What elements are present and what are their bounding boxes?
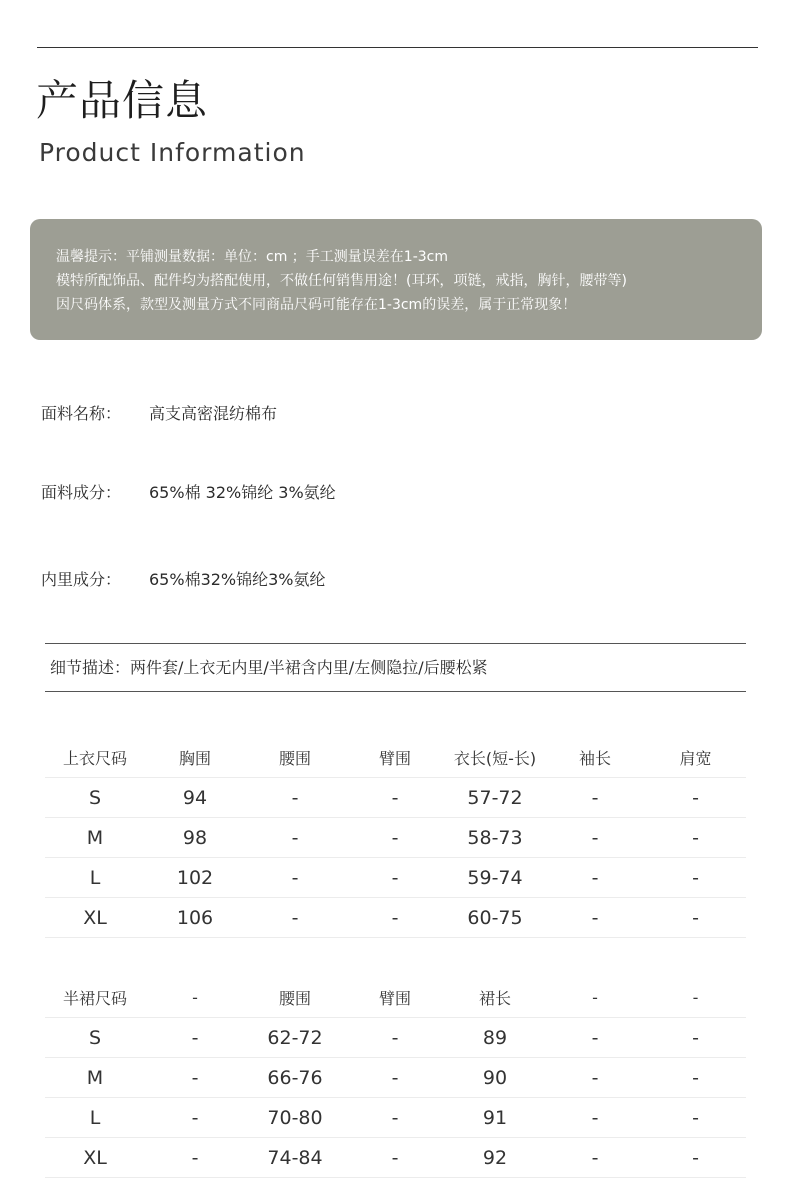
notice-box (30, 219, 762, 340)
detail-row (50, 655, 488, 678)
table-cell: - (345, 778, 445, 818)
table-cell: - (545, 1098, 645, 1138)
table-cell: - (145, 1138, 245, 1178)
detail-top-divider (45, 643, 746, 644)
table-cell: - (345, 858, 445, 898)
table-cell: - (545, 1058, 645, 1098)
size-cell: M (45, 1058, 145, 1098)
table-cell: - (245, 858, 345, 898)
table-cell: - (345, 1058, 445, 1098)
detail-label: 细节描述： (50, 658, 131, 677)
header-cell: 腰围 (245, 738, 345, 778)
fabric-name-value: 高支高密混纺棉布 (149, 404, 278, 423)
table-cell: 92 (445, 1138, 545, 1178)
table-cell: 94 (145, 778, 245, 818)
table-cell: 57-72 (445, 778, 545, 818)
table-cell: - (545, 898, 645, 938)
table-cell: - (145, 1018, 245, 1058)
header-cell: 臂围 (345, 738, 445, 778)
top-size-table (45, 738, 746, 938)
table-cell: 62-72 (245, 1018, 345, 1058)
table-row (45, 778, 746, 818)
header-cell: - (645, 978, 746, 1018)
size-cell: S (45, 1018, 145, 1058)
table-header-row (45, 978, 746, 1018)
fabric-composition-value: 65%棉 32%锦纶 3%氨纶 (149, 483, 336, 502)
header-cell: 肩宽 (645, 738, 746, 778)
table-cell: - (645, 1058, 746, 1098)
notice-line: 因尺码体系，款型及测量方式不同商品尺码可能存在1-3cm的误差，属于正常现象！ (56, 297, 577, 313)
table-cell: 106 (145, 898, 245, 938)
fabric-composition-label: 面料成分： (41, 483, 122, 502)
table-row (45, 1058, 746, 1098)
table-cell: - (345, 898, 445, 938)
header-cell: 半裙尺码 (45, 978, 145, 1018)
header-cell: 裙长 (445, 978, 545, 1018)
size-cell: XL (45, 898, 145, 938)
table-cell: - (545, 778, 645, 818)
table-header-row (45, 738, 746, 778)
header-cell: 袖长 (545, 738, 645, 778)
table-cell: - (545, 818, 645, 858)
table-cell: 66-76 (245, 1058, 345, 1098)
header-cell: 腰围 (245, 978, 345, 1018)
table-cell: - (345, 818, 445, 858)
table-cell: - (645, 858, 746, 898)
table-cell: 90 (445, 1058, 545, 1098)
table-cell: - (245, 778, 345, 818)
table-cell: 102 (145, 858, 245, 898)
top-divider (37, 47, 758, 48)
table-cell: - (645, 1018, 746, 1058)
header-cell: 臂围 (345, 978, 445, 1018)
table-cell: 60-75 (445, 898, 545, 938)
size-cell: L (45, 858, 145, 898)
lining-composition-row (41, 567, 326, 590)
table-cell: - (545, 858, 645, 898)
table-row (45, 1138, 746, 1178)
header-cell: - (545, 978, 645, 1018)
fabric-name-row (41, 401, 277, 424)
table-row (45, 1018, 746, 1058)
page-subtitle: Product Information (39, 138, 306, 167)
page-title: 产品信息 (36, 76, 209, 125)
table-row (45, 858, 746, 898)
table-cell: - (645, 1138, 746, 1178)
table-cell: 91 (445, 1098, 545, 1138)
notice-line: 温馨提示：平铺测量数据：单位：cm ；手工测量误差在1-3cm (56, 249, 448, 265)
table-cell: 70-80 (245, 1098, 345, 1138)
table-cell: - (345, 1018, 445, 1058)
table-cell: - (645, 1098, 746, 1138)
table-cell: - (545, 1138, 645, 1178)
table-cell: - (345, 1098, 445, 1138)
header-cell: 上衣尺码 (45, 738, 145, 778)
table-cell: - (145, 1058, 245, 1098)
table-cell: 58-73 (445, 818, 545, 858)
skirt-size-table (45, 978, 746, 1178)
table-cell: - (645, 778, 746, 818)
notice-line: 模特所配饰品、配件均为搭配使用，不做任何销售用途！(耳环，项链，戒指，胸针，腰带等) (56, 273, 627, 289)
table-row (45, 818, 746, 858)
detail-bottom-divider (45, 691, 746, 692)
fabric-composition-row (41, 480, 336, 503)
header-cell: 胸围 (145, 738, 245, 778)
table-cell: - (245, 818, 345, 858)
detail-value: 两件套/上衣无内里/半裙含内里/左侧隐拉/后腰松紧 (130, 658, 488, 677)
table-row (45, 898, 746, 938)
size-cell: M (45, 818, 145, 858)
fabric-name-label: 面料名称： (41, 404, 122, 423)
header-cell: 衣长(短-长) (445, 738, 545, 778)
header-cell: - (145, 978, 245, 1018)
size-cell: XL (45, 1138, 145, 1178)
size-cell: S (45, 778, 145, 818)
table-cell: - (245, 898, 345, 938)
table-row (45, 1098, 746, 1138)
table-cell: 89 (445, 1018, 545, 1058)
table-cell: - (645, 898, 746, 938)
table-cell: - (645, 818, 746, 858)
table-cell: - (545, 1018, 645, 1058)
table-cell: - (345, 1138, 445, 1178)
lining-composition-label: 内里成分： (41, 570, 122, 589)
table-cell: 59-74 (445, 858, 545, 898)
size-cell: L (45, 1098, 145, 1138)
lining-composition-value: 65%棉32%锦纶3%氨纶 (149, 570, 326, 589)
table-cell: 74-84 (245, 1138, 345, 1178)
table-cell: - (145, 1098, 245, 1138)
table-cell: 98 (145, 818, 245, 858)
